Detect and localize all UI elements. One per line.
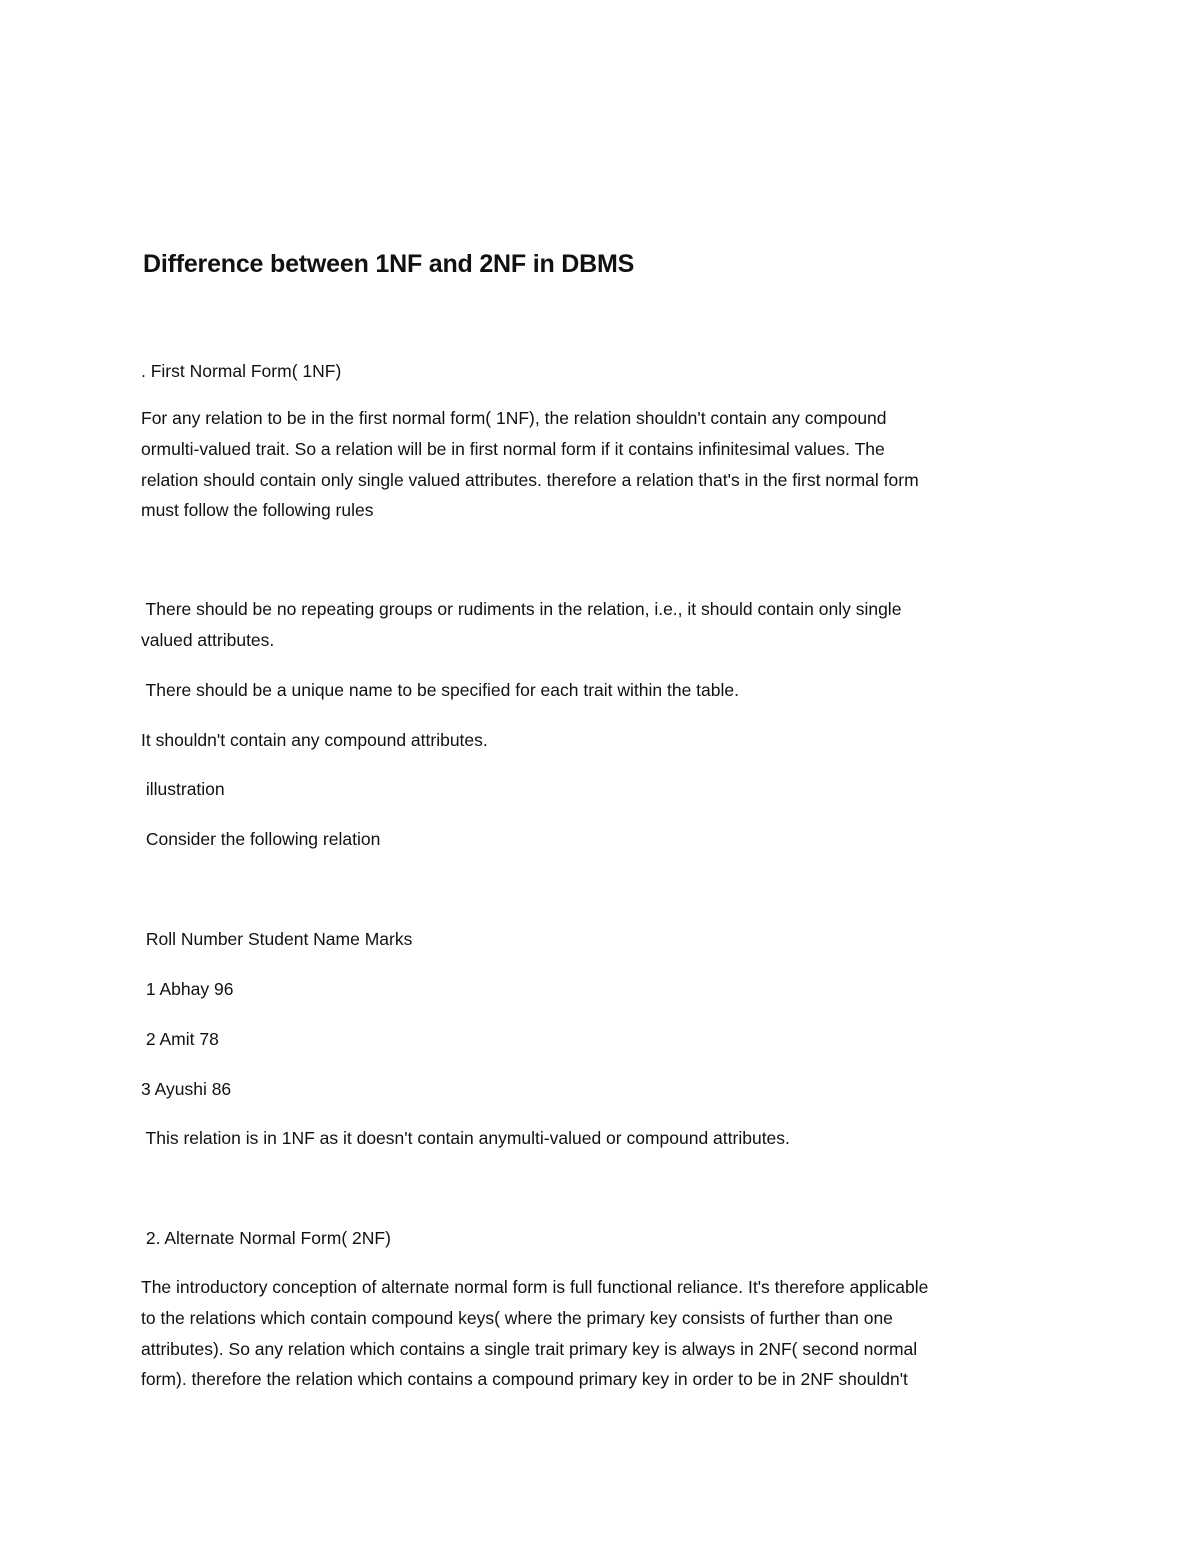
paragraph-1nf-definition (141, 403, 1061, 526)
table-row: 1 Abhay 96 (141, 979, 234, 999)
table-header: Roll Number Student Name Marks (141, 929, 413, 949)
rule-2: There should be a unique name to be specified for each trait within the table. (141, 680, 739, 700)
paragraph-line: The introductory conception of alternate normal form is full functional reliance. It's therefore applicable (141, 1277, 929, 1297)
conclusion-1nf: This relation is in 1NF as it doesn't contain anymulti-valued or compound attributes. (141, 1128, 790, 1148)
rule-1 (141, 594, 1061, 656)
document-title: Difference between 1NF and 2NF in DBMS (143, 250, 635, 278)
paragraph-line: attributes). So any relation which contains a single trait primary key is always in 2NF( second normal (141, 1338, 918, 1359)
paragraph-2nf-definition (141, 1272, 1061, 1395)
table-row: 3 Ayushi 86 (141, 1079, 232, 1099)
rule-line: valued attributes. (141, 629, 275, 650)
section-heading-2nf: 2. Alternate Normal Form( 2NF) (141, 1228, 391, 1248)
section-heading-1nf: . First Normal Form( 1NF) (141, 361, 342, 381)
paragraph-line: ormulti-valued trait. So a relation will be in first normal form if it contains infinitesimal values. The (141, 438, 885, 459)
rule-line: There should be no repeating groups or rudiments in the relation, i.e., it should contain only single (141, 599, 902, 619)
illustration-label: illustration (141, 779, 225, 799)
paragraph-line: to the relations which contain compound keys( where the primary key consists of further than one (141, 1307, 893, 1328)
paragraph-line: relation should contain only single valued attributes. therefore a relation that's in the first normal form (141, 469, 919, 490)
consider-text: Consider the following relation (141, 829, 381, 849)
paragraph-line: form). therefore the relation which contains a compound primary key in order to be in 2NF shouldn't (141, 1369, 908, 1390)
paragraph-line: must follow the following rules (141, 500, 374, 521)
paragraph-line: For any relation to be in the first normal form( 1NF), the relation shouldn't contain any compound (141, 408, 887, 428)
rule-3: It shouldn't contain any compound attributes. (141, 730, 488, 750)
table-row: 2 Amit 78 (141, 1029, 219, 1049)
